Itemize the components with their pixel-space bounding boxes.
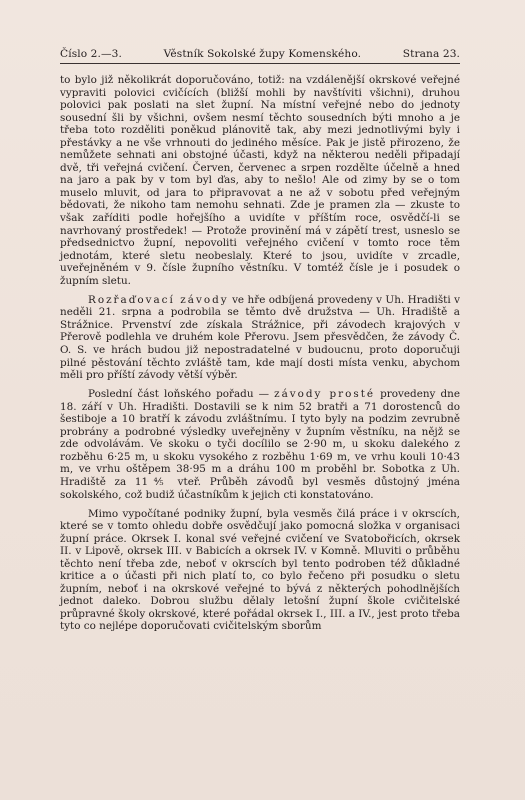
paragraph-text: Poslední část loňského pořadu —: [88, 388, 275, 401]
paragraph-4: [60, 508, 460, 633]
paragraph-text: to bylo již několikrát doporučováno, totiž: na vzdálenější okrskové veřejné vypraviti polovici cvičících (bližší mohli by navštíviti všichni), druhou polovici pak poslati na slet župní. Na místní veřejné nebo do jednoty sousední šli by všichni, ovšem nesmí těchto sousedních býti mnoho a je třeba toto rozděliti poněkud plánovitě tak, aby mezi jednotlivými byly i přestávky a ne vše vrhnouti do jediného měsíce. Pak je jistě přirozeno, že nemůžete sehnati ani obstojné účasti, když na některou neděli připadají dvě, tři veřejná cvičení. Červen, červenec a srpen rozdělte účelně a hned na jaro a pak by v tom byl ďas, aby to nešlo! Ale od zimy by se o tom muselo mluvit, od jara to připravovat a ne až v sobotu před veřejným bědovati, že nikoho tam nemohu sehnati. Zde je pramen zla — zkuste to však zaříditi podle hořejšího a uvidíte v příštím roce, osvědčí-li se navrhovaný prostředek! — Protože provinění má v zápětí trest, usneslo se předsednictvo župní, nepovoliti veřejného cvičení v tomto roce těm jednotám, které sletu neobeslaly. Které to jsou, uvidíte v zrcadle, uveřejněném v 9. čísle župního věstníku. V tomtéž čísle je i posudek o župním sletu.: [60, 74, 460, 287]
paragraph-2: [60, 294, 460, 382]
running-header: [60, 48, 460, 60]
header-rule: [60, 63, 460, 64]
paragraph-text: provedeny dne 18. září v Uh. Hradišti. Dostavili se k nim 52 bratři a 71 dorostenců do šestiboje a 10 bratří k závodu zvláštnímu. I tyto byly na podzim zevrubně probrány a podrobné výsledky uveřejněny v župním věstníku, na nějž se zde odvolávám. Ve skoku o tyči docílilo se 2·90 m, u skoku dalekého z rozběhu 6·25 m, u skoku vysokého z rozběhu 1·69 m, ve vrhu kouli 10·43 m, ve vrhu oštěpem 38·95 m a dráhu 100 m proběhl br. Sobotka z Uh. Hradiště za 11⅘ vteř. Průběh závodů byl vesměs důstojný jména sokolského, což budiž účastníkům k jejich cti konstatováno.: [60, 388, 461, 501]
spaced-heading: Rozřaďovací závody: [88, 293, 229, 306]
paragraph-1: [60, 74, 460, 287]
page-label: Strana 23.: [402, 48, 460, 60]
issue-number: Číslo 2.—3.: [60, 48, 122, 60]
spaced-heading: závody prosté: [274, 388, 376, 401]
journal-title: Věstník Sokolské župy Komenského.: [163, 48, 362, 60]
paragraph-text: ve hře odbíjená provedeny v Uh. Hradišti v neděli 21. srpna a podrobila se těmto dvě družstva — Uh. Hradiště a Strážnice. Prvenství zde získala Strážnice, při závodech krajových v Přerově podlehla ve druhém kole Přerovu. Jsem přesvědčen, že závody Č. O. S. ve hrách budou již nepostradatelné v budoucnu, proto doporučuji pilné pěstování těchto zvláště tam, kde mají dosti místa venku, abychom měli pro příští závody větší výběr.: [60, 293, 460, 382]
article-body: [60, 74, 460, 640]
paragraph-3: [60, 388, 460, 501]
paragraph-text: Mimo vypočítané podniky župní, byla vesměs čilá práce i v okrscích, které se v tomto ohledu dobře osvědčují jako pomocná složka v organisaci župní práce. Okrsek I. konal své veřejné cvičení ve Svatobořicích, okrsek II. v Lipově, okrsek III. v Babicích a okrsek IV. v Komně. Mluviti o průběhu těchto není třeba zde, neboť v okrscích byl tento podroben též důkladné kritice a o účasti při nich platí to, co bylo řečeno při posudku o sletu župním, neboť i na okrskové veřejné to bývá z některých pohodlnějších jednot daleko. Dobrou službu dělaly letošní župní škole cvičitelské průpravné školy okrskové, které pořádal okrsek I., III. a IV., jest proto třeba tyto co nejlépe doporučovati cvičitelským sborům: [60, 507, 460, 633]
